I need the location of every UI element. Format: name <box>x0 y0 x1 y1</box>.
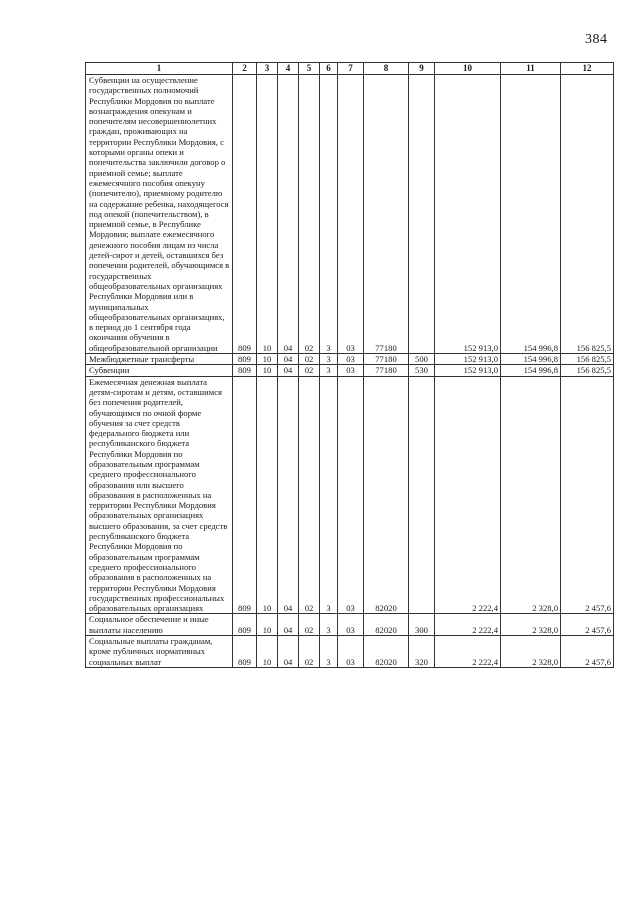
cell-ministry: 809 <box>233 354 257 365</box>
cell-program: 02 <box>299 614 320 636</box>
cell-subsection: 04 <box>278 365 299 376</box>
header-col-6: 6 <box>320 63 338 75</box>
cell-amount-2: 154 996,8 <box>501 354 561 365</box>
cell-amount-1: 2 222,4 <box>435 376 501 614</box>
cell-section: 10 <box>257 354 278 365</box>
cell-section: 10 <box>257 75 278 354</box>
cell-subprogram: 3 <box>320 75 338 354</box>
table-row <box>86 75 614 354</box>
cell-amount-3: 156 825,5 <box>561 365 614 376</box>
cell-ministry: 809 <box>233 614 257 636</box>
cell-event: 03 <box>338 614 364 636</box>
cell-ministry: 809 <box>233 75 257 354</box>
table-row <box>86 376 614 614</box>
header-col-2: 2 <box>233 63 257 75</box>
cell-expense-type: 530 <box>409 365 435 376</box>
cell-amount-3: 156 825,5 <box>561 75 614 354</box>
cell-subprogram: 3 <box>320 614 338 636</box>
cell-subsection: 04 <box>278 636 299 668</box>
row-name: Социальные выплаты гражданам, кроме публичных нормативных социальных выплат <box>86 636 233 668</box>
table-row <box>86 636 614 668</box>
cell-amount-1: 2 222,4 <box>435 614 501 636</box>
header-col-4: 4 <box>278 63 299 75</box>
cell-amount-1: 152 913,0 <box>435 75 501 354</box>
header-col-11: 11 <box>501 63 561 75</box>
cell-expense-type: 300 <box>409 614 435 636</box>
table-row <box>86 614 614 636</box>
row-name: Субвенции <box>86 365 233 376</box>
cell-program: 02 <box>299 354 320 365</box>
cell-program: 02 <box>299 365 320 376</box>
cell-amount-3: 2 457,6 <box>561 636 614 668</box>
cell-direction: 77180 <box>364 354 409 365</box>
row-name: Социальное обеспечение и иные выплаты населению <box>86 614 233 636</box>
cell-expense-type: 500 <box>409 354 435 365</box>
cell-subprogram: 3 <box>320 365 338 376</box>
cell-direction: 77180 <box>364 365 409 376</box>
cell-direction: 82020 <box>364 636 409 668</box>
header-col-10: 10 <box>435 63 501 75</box>
cell-event: 03 <box>338 75 364 354</box>
cell-subsection: 04 <box>278 376 299 614</box>
cell-program: 02 <box>299 75 320 354</box>
cell-event: 03 <box>338 354 364 365</box>
page-number: 384 <box>585 32 608 47</box>
cell-ministry: 809 <box>233 365 257 376</box>
cell-direction: 82020 <box>364 376 409 614</box>
row-name: Субвенции на осуществление государственных полномочий Республики Мордовия по выплате вознаграждения опекунам и попечителям несовершеннолетних граждан, проживающих на территории Республики Мордовия, с которыми органы опеки и попечительства заключили договор о приемной семье; выплате ежемесячного пособия опекуну (попечителю), приемному родителю на содержание ребенка, находящегося под опекой (попечительством), в приемной семье, в Республике Мордовия; выплате ежемесячного денежного пособия лицам из числа детей-сирот и детей, оставшихся без попечения родителей, обучающимся в государственных общеобразовательных организациях Республики Мордовия или в муниципальных общеобразовательных организациях, в период до 1 сентября года окончания обучения в общеобразовательной организации <box>86 75 233 354</box>
cell-section: 10 <box>257 365 278 376</box>
cell-subprogram: 3 <box>320 354 338 365</box>
cell-expense-type <box>409 376 435 614</box>
cell-section: 10 <box>257 376 278 614</box>
cell-subprogram: 3 <box>320 636 338 668</box>
cell-amount-1: 152 913,0 <box>435 365 501 376</box>
cell-section: 10 <box>257 636 278 668</box>
row-name: Ежемесячная денежная выплата детям-сиротам и детям, оставшимся без попечения родителей, обучающимся по очной форме обучения за счет средств федерального бюджета или республиканского бюджета Республики Мордовия по образовательным программам среднего профессионального образования или высшего образования в расположенных на территории Республики Мордовия образовательных организациях высшего образования, за счет средств республиканского бюджета Республики Мордовия по образовательным программам среднего профессионального образования в расположенных на территории Республики Мордовия государственных профессиональных образовательных организациях <box>86 376 233 614</box>
cell-expense-type <box>409 75 435 354</box>
header-col-3: 3 <box>257 63 278 75</box>
header-col-12: 12 <box>561 63 614 75</box>
cell-amount-2: 2 328,0 <box>501 636 561 668</box>
cell-direction: 82020 <box>364 614 409 636</box>
cell-event: 03 <box>338 376 364 614</box>
cell-subprogram: 3 <box>320 376 338 614</box>
cell-program: 02 <box>299 636 320 668</box>
header-col-5: 5 <box>299 63 320 75</box>
cell-event: 03 <box>338 365 364 376</box>
header-col-1: 1 <box>86 63 233 75</box>
header-col-8: 8 <box>364 63 409 75</box>
header-col-7: 7 <box>338 63 364 75</box>
cell-event: 03 <box>338 636 364 668</box>
header-row <box>86 63 614 75</box>
cell-amount-3: 2 457,6 <box>561 614 614 636</box>
cell-ministry: 809 <box>233 636 257 668</box>
cell-amount-2: 2 328,0 <box>501 614 561 636</box>
table-row <box>86 365 614 376</box>
cell-amount-2: 154 996,8 <box>501 75 561 354</box>
cell-amount-1: 2 222,4 <box>435 636 501 668</box>
budget-table <box>85 62 614 668</box>
cell-program: 02 <box>299 376 320 614</box>
cell-section: 10 <box>257 614 278 636</box>
cell-direction: 77180 <box>364 75 409 354</box>
cell-amount-1: 152 913,0 <box>435 354 501 365</box>
header-col-9: 9 <box>409 63 435 75</box>
cell-amount-3: 156 825,5 <box>561 354 614 365</box>
cell-amount-2: 154 996,8 <box>501 365 561 376</box>
cell-ministry: 809 <box>233 376 257 614</box>
table-row <box>86 354 614 365</box>
cell-amount-2: 2 328,0 <box>501 376 561 614</box>
cell-expense-type: 320 <box>409 636 435 668</box>
cell-subsection: 04 <box>278 614 299 636</box>
cell-subsection: 04 <box>278 354 299 365</box>
cell-subsection: 04 <box>278 75 299 354</box>
row-name: Межбюджетные трансферты <box>86 354 233 365</box>
cell-amount-3: 2 457,6 <box>561 376 614 614</box>
